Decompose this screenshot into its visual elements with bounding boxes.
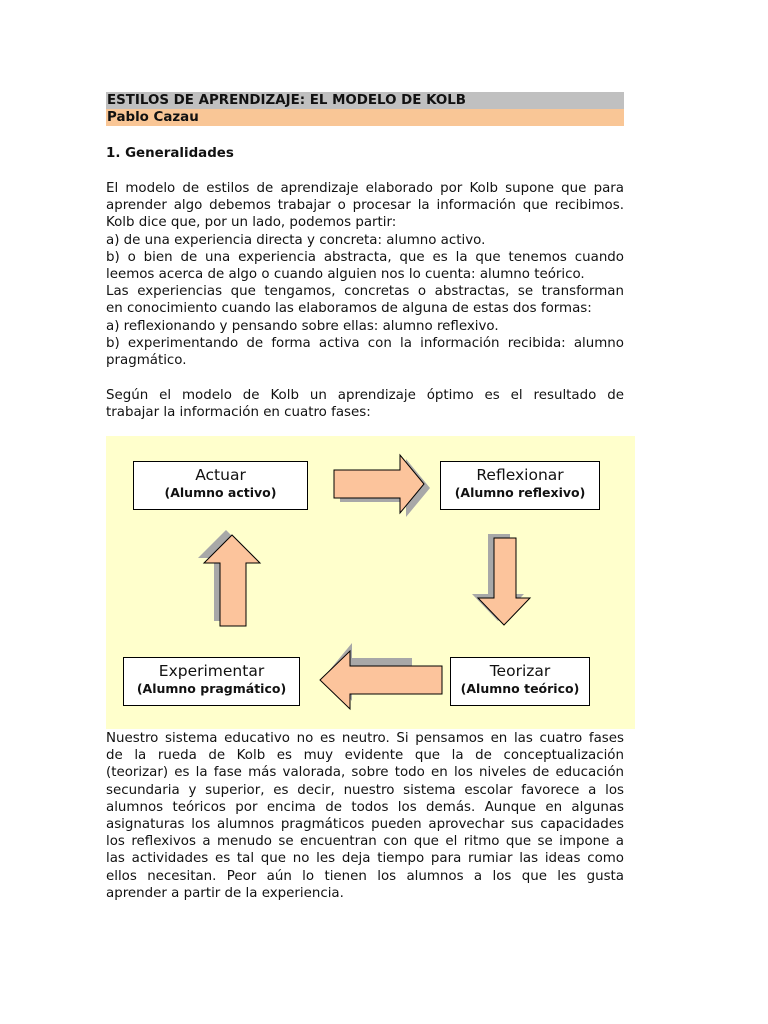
paragraph-line: pragmático. [106, 353, 187, 369]
paragraph-line: a) reflexionando y pensando sobre ellas: alumno reflexivo. [106, 318, 499, 334]
phase-name: Reflexionar [476, 466, 564, 484]
paragraph-line: aprender algo debemos trabajar o procesar la información que recibimos. [106, 198, 624, 214]
paragraph-line: alumnos teóricos por encima de todos los demás. Aunque en algunas [106, 799, 624, 815]
arrow-down-icon [472, 534, 530, 625]
paragraph-line: a) de una experiencia directa y concreta: alumno activo. [106, 232, 486, 248]
paragraph-line: b) o bien de una experiencia abstracta, que es la que tenemos cuando [106, 249, 624, 265]
paragraph-phases [106, 387, 624, 421]
paragraph-line: El modelo de estilos de aprendizaje elaborado por Kolb supone que para [106, 181, 624, 196]
phase-box-reflexionar [440, 461, 600, 510]
paragraph-line: en conocimiento cuando las elaboramos de alguna de estas dos formas: [106, 301, 592, 317]
phase-role: (Alumno pragmático) [136, 681, 287, 696]
document-author: Pablo Cazau [106, 109, 624, 126]
paragraph-line: asignaturas los alumnos pragmáticos pueden aprovechar sus capacidades [106, 817, 624, 833]
paragraph-intro [106, 180, 624, 369]
paragraph-line: (teorizar) es la fase más valorada, sobre todo en los niveles de educación [106, 765, 624, 781]
phase-role: (Alumno reflexivo) [454, 485, 586, 500]
document-body [106, 92, 624, 422]
paragraph-line: los reflexivos a menudo se encuentran con que el ritmo que se impone a [106, 834, 624, 850]
paragraph-line: trabajar la información en cuatro fases: [106, 405, 371, 421]
paragraph-line: aprender a partir de la experiencia. [106, 885, 344, 901]
document-title: ESTILOS DE APRENDIZAJE: EL MODELO DE KOLB [106, 92, 624, 109]
phase-role: (Alumno activo) [164, 485, 277, 500]
paragraph-line: leemos acerca de algo o cuando alguien nos lo cuenta: alumno teórico. [106, 267, 585, 283]
paragraph-education [106, 730, 624, 902]
paragraph-line: Kolb dice que, por un lado, podemos partir: [106, 215, 397, 231]
arrow-right-icon [334, 455, 430, 517]
phase-name: Experimentar [158, 662, 265, 680]
section-heading: 1. Generalidades [106, 146, 234, 161]
paragraph-line: de la rueda de Kolb es muy evidente que la de conceptualización [106, 748, 624, 764]
phase-name: Actuar [195, 466, 246, 484]
phase-box-actuar [133, 461, 308, 510]
phase-box-teorizar [450, 657, 590, 706]
paragraph-line: b) experimentando de forma activa con la información recibida: alumno [106, 335, 624, 351]
paragraph-line: ellos necesitan. Peor aún lo tienen los alumnos a los que les gusta [106, 868, 624, 884]
arrow-up-icon [198, 530, 260, 626]
paragraph-line: las actividades es tal que no les deja tiempo para rumiar las ideas como [106, 851, 624, 867]
phase-role: (Alumno teórico) [460, 681, 580, 696]
phase-name: Teorizar [489, 662, 551, 680]
paragraph-line: secundaria y superior, es decir, nuestro sistema escolar favorece a los [106, 782, 624, 798]
paragraph-line: Nuestro sistema educativo no es neutro. Si pensamos en las cuatro fases [106, 731, 624, 746]
paragraph-line: Según el modelo de Kolb un aprendizaje óptimo es el resultado de [106, 388, 624, 404]
phase-box-experimentar [123, 657, 300, 706]
paragraph-line: Las experiencias que tengamos, concretas o abstractas, se transforman [106, 284, 624, 300]
arrow-left-icon [320, 643, 442, 709]
kolb-cycle-diagram [106, 436, 635, 729]
